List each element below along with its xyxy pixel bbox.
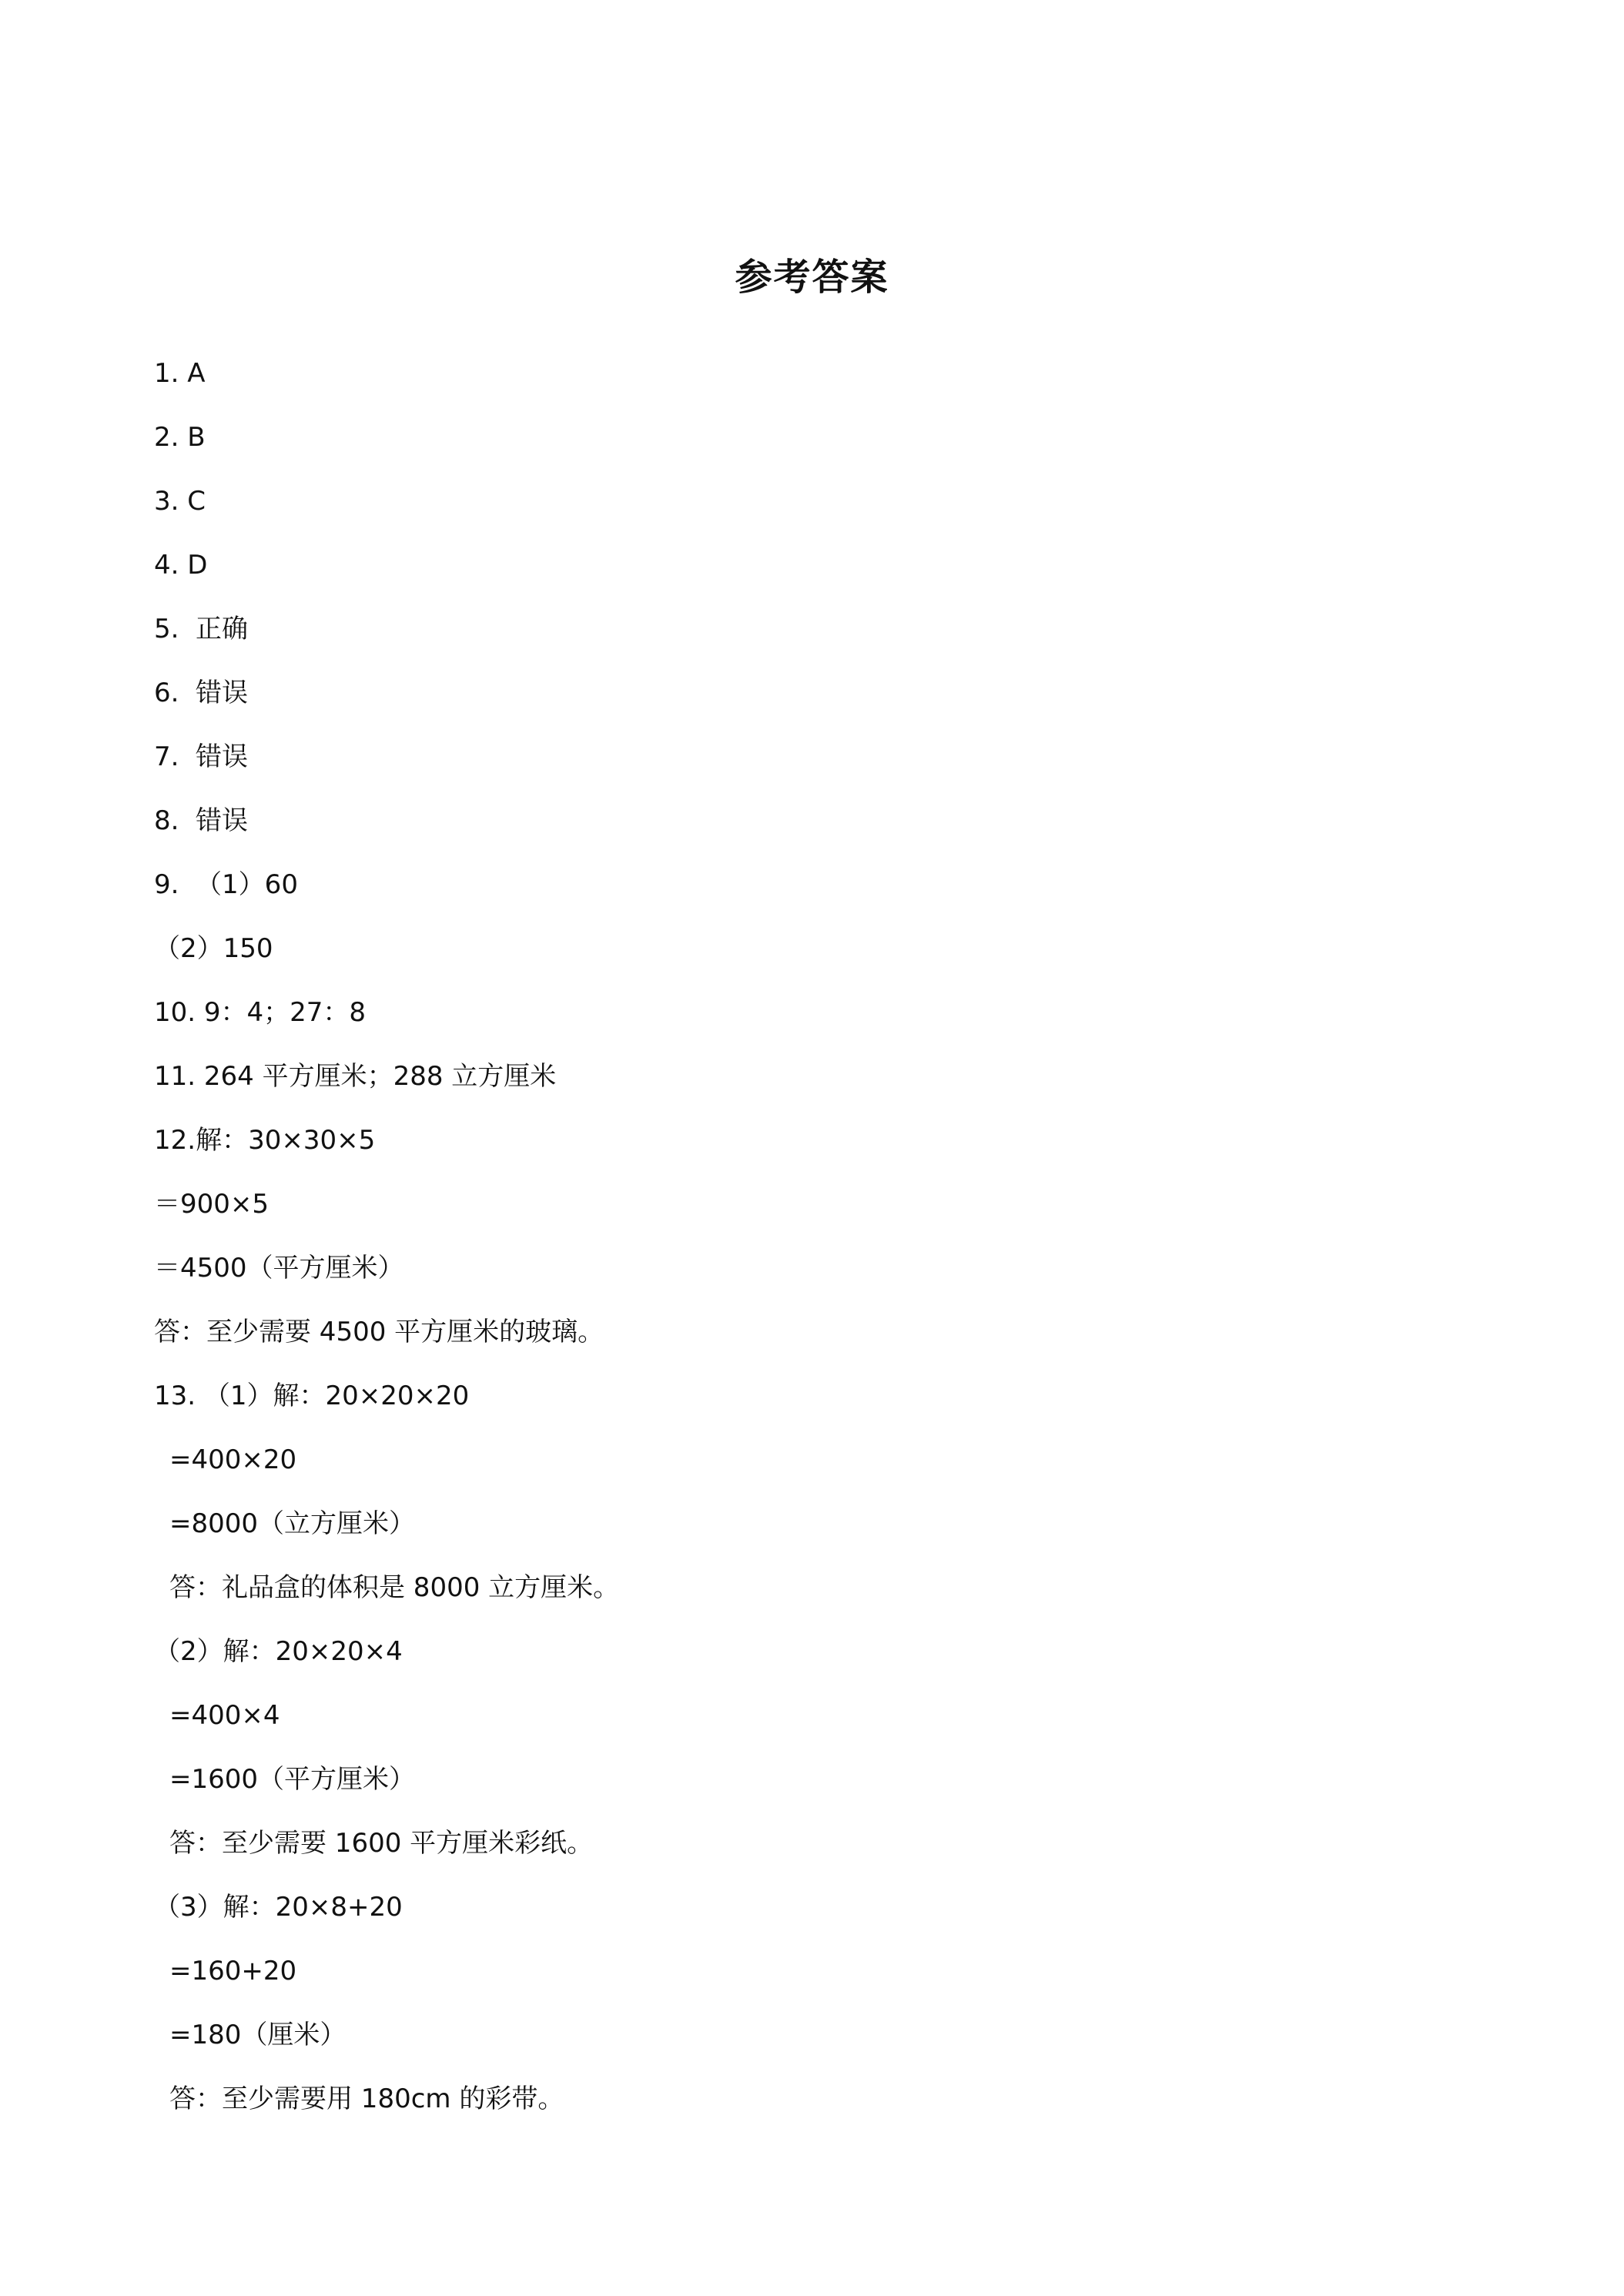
answer-line: 11. 264 平方厘米；288 立方厘米	[154, 1061, 557, 1092]
answer-line: （2）解：20×20×4	[154, 1636, 403, 1667]
answer-line: =180（厘米）	[169, 2020, 347, 2050]
answer-line: ＝900×5	[154, 1189, 270, 1220]
answer-line: 答：至少需要 4500 平方厘米的玻璃。	[154, 1317, 604, 1347]
answer-line: ＝4500（平方厘米）	[154, 1253, 404, 1284]
answer-line: 9. （1）60	[154, 869, 298, 900]
answer-line: 1. A	[154, 358, 206, 389]
answer-line: （3）解：20×8+20	[154, 1892, 403, 1923]
answer-line: =1600（平方厘米）	[169, 1764, 416, 1795]
answer-list	[154, 350, 1463, 2140]
answer-line: 答：至少需要用 180cm 的彩带。	[169, 2083, 564, 2114]
answer-line: =400×20	[169, 1444, 297, 1475]
page-title: 参考答案	[735, 256, 889, 299]
answer-line: 4. D	[154, 550, 208, 581]
answer-line: 13. （1）解：20×20×20	[154, 1381, 470, 1411]
answer-line: 3. C	[154, 486, 206, 517]
answer-line: 12.解：30×30×5	[154, 1125, 376, 1156]
answer-line: 答：至少需要 1600 平方厘米彩纸。	[169, 1828, 594, 1859]
answer-line: 2. B	[154, 422, 206, 453]
answer-line: 5. 正确	[154, 614, 249, 644]
answer-line: （2）150	[154, 933, 273, 964]
answer-line: 8. 错误	[154, 805, 249, 836]
answer-line: =160+20	[169, 1956, 297, 1986]
answer-line: 7. 错误	[154, 741, 249, 772]
answer-line: 答：礼品盒的体积是 8000 立方厘米。	[169, 1572, 620, 1603]
answer-line: =8000（立方厘米）	[169, 1508, 416, 1539]
answer-line: 6. 错误	[154, 678, 249, 708]
answer-line: 10. 9：4；27：8	[154, 997, 367, 1028]
answer-line: =400×4	[169, 1700, 280, 1731]
